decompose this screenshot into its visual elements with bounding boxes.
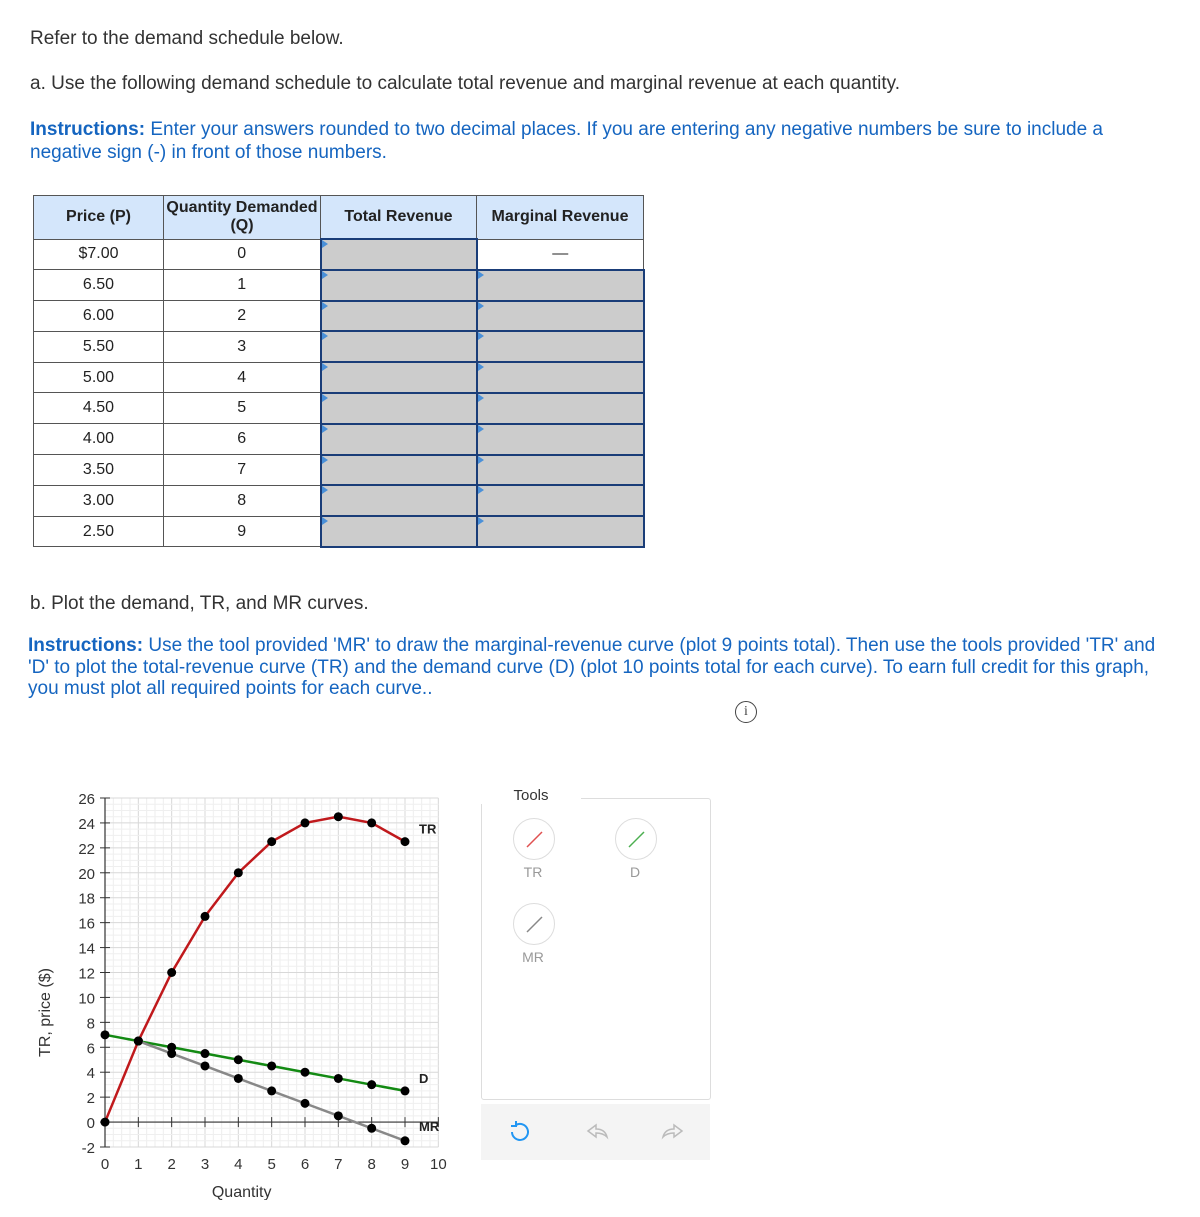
y-tick-label: 6: [86, 1040, 95, 1058]
x-tick-label: 5: [267, 1156, 276, 1173]
info-icon[interactable]: i: [735, 701, 757, 723]
y-tick-label: 4: [86, 1065, 95, 1083]
price-cell: 3.50: [34, 455, 164, 486]
series-mr-point[interactable]: [367, 1124, 376, 1133]
series-tr-point[interactable]: [334, 812, 343, 821]
quantity-cell: 7: [164, 455, 321, 486]
y-tick-label: 10: [78, 990, 95, 1008]
x-tick-label: 10: [429, 1156, 447, 1173]
y-tick-label: 16: [78, 915, 95, 933]
price-cell: $7.00: [34, 239, 164, 270]
header-marginal-revenue: Marginal Revenue: [477, 196, 644, 240]
instructions-text: Use the tool provided 'MR' to draw the marginal-revenue curve (plot 9 points total). Then use the tools provided 'TR' and 'D' to plot the total-revenue curve (TR) and the demand curve (D) (plot 10 points total for each curve). To earn full credit for this graph, you must plot all required points for each curve..: [28, 635, 1156, 699]
y-tick-label: 14: [78, 940, 95, 958]
series-d-point[interactable]: [301, 1068, 310, 1077]
x-axis-label: Quantity: [211, 1184, 272, 1200]
reset-icon[interactable]: [507, 1119, 533, 1145]
table-row: [34, 424, 644, 455]
table-row: [34, 455, 644, 486]
intro-text: Refer to the demand schedule below.: [30, 28, 344, 49]
y-tick-label: 8: [86, 1015, 95, 1033]
line-tool-icon: [514, 819, 554, 859]
table-row: [34, 393, 644, 424]
tool-d-label: D: [629, 864, 641, 880]
y-tick-label: -2: [81, 1140, 95, 1157]
table-row: [34, 516, 644, 547]
table-row: [34, 331, 644, 362]
table-row: [34, 362, 644, 393]
series-mr-point[interactable]: [401, 1136, 410, 1145]
series-tr-point[interactable]: [367, 818, 376, 827]
marginal-revenue-input[interactable]: [477, 331, 644, 362]
series-tr-point[interactable]: [401, 837, 410, 846]
action-bar: [481, 1104, 710, 1160]
series-d-point[interactable]: [334, 1074, 343, 1083]
marginal-revenue-input[interactable]: [477, 270, 644, 301]
series-d-point[interactable]: [101, 1030, 110, 1039]
series-d-point[interactable]: [201, 1049, 210, 1058]
quantity-cell: 5: [164, 393, 321, 424]
series-d-point[interactable]: [267, 1061, 276, 1070]
y-axis-label: TR, price ($): [37, 968, 54, 1057]
total-revenue-input[interactable]: [321, 424, 477, 455]
x-tick-label: 7: [334, 1156, 343, 1173]
price-cell: 5.50: [34, 331, 164, 362]
quantity-cell: 6: [164, 424, 321, 455]
price-cell: 2.50: [34, 516, 164, 547]
total-revenue-input[interactable]: [321, 301, 477, 332]
part-a-question: a. Use the following demand schedule to calculate total revenue and marginal revenue at each quantity.: [30, 73, 900, 94]
x-tick-label: 0: [100, 1156, 110, 1173]
price-cell: 3.00: [34, 485, 164, 516]
x-tick-label: 3: [200, 1156, 210, 1173]
header-price: Price (P): [34, 196, 164, 240]
total-revenue-input[interactable]: [321, 239, 477, 270]
total-revenue-input[interactable]: [321, 270, 477, 301]
part-b-question: b. Plot the demand, TR, and MR curves.: [30, 593, 369, 614]
total-revenue-input[interactable]: [321, 362, 477, 393]
y-tick-label: 12: [78, 965, 95, 983]
series-tr-point[interactable]: [301, 818, 310, 827]
series-mr-point[interactable]: [134, 1037, 143, 1046]
part-a-instructions: [30, 118, 1180, 164]
series-d-point[interactable]: [367, 1080, 376, 1089]
marginal-revenue-cell: —: [477, 239, 644, 270]
instructions-label: Instructions:: [28, 635, 144, 656]
total-revenue-input[interactable]: [321, 331, 477, 362]
series-tr-label: TR: [419, 821, 437, 837]
demand-schedule-table: [33, 195, 645, 548]
series-mr-label: MR: [419, 1118, 440, 1134]
x-tick-label: 9: [400, 1156, 410, 1173]
price-cell: 5.00: [34, 362, 164, 393]
y-tick-label: 26: [78, 791, 95, 808]
instructions-label: Instructions:: [30, 119, 146, 140]
undo-icon[interactable]: [585, 1119, 611, 1145]
price-cell: 4.50: [34, 393, 164, 424]
table-row: [34, 270, 644, 301]
series-mr-point[interactable]: [267, 1086, 276, 1095]
table-header-row: [34, 196, 644, 240]
total-revenue-input[interactable]: [321, 485, 477, 516]
instructions-text: Enter your answers rounded to two decimal places. If you are entering any negative numbers be sure to include a negative sign (-) in front of those numbers.: [30, 119, 1103, 163]
y-tick-label: 18: [78, 890, 95, 908]
tools-title: Tools: [481, 787, 581, 804]
y-tick-label: 22: [78, 840, 95, 858]
series-mr-point[interactable]: [301, 1099, 310, 1108]
x-tick-label: 8: [367, 1156, 376, 1173]
series-tr-point[interactable]: [201, 912, 210, 921]
part-b-instructions: [28, 635, 1178, 700]
header-quantity: Quantity Demanded (Q): [164, 196, 321, 240]
quantity-cell: 0: [164, 239, 321, 270]
tool-tr-button[interactable]: [513, 818, 555, 860]
y-tick-label: 20: [78, 865, 95, 883]
marginal-revenue-input[interactable]: [477, 424, 644, 455]
table-row: [34, 485, 644, 516]
quantity-cell: 3: [164, 331, 321, 362]
marginal-revenue-input[interactable]: [477, 485, 644, 516]
series-d-point[interactable]: [234, 1055, 243, 1064]
price-cell: 6.00: [34, 301, 164, 332]
x-tick-label: 2: [167, 1156, 176, 1173]
marginal-revenue-input[interactable]: [477, 362, 644, 393]
total-revenue-input[interactable]: [321, 455, 477, 486]
price-cell: 6.50: [34, 270, 164, 301]
tool-d-button[interactable]: [615, 818, 657, 860]
tool-mr-button[interactable]: [513, 903, 555, 945]
series-tr-point[interactable]: [101, 1118, 110, 1127]
series-d-label: D: [419, 1070, 429, 1086]
table-row: [34, 239, 644, 270]
series-d-point[interactable]: [401, 1086, 410, 1095]
series-tr-point[interactable]: [234, 868, 243, 877]
marginal-revenue-input[interactable]: [477, 301, 644, 332]
y-tick-label: 24: [78, 815, 95, 833]
y-tick-label: 0: [86, 1115, 95, 1133]
line-tool-icon: [514, 904, 554, 944]
redo-icon[interactable]: [659, 1119, 685, 1145]
quantity-cell: 9: [164, 516, 321, 547]
quantity-cell: 2: [164, 301, 321, 332]
graph-area[interactable]: [0, 760, 480, 1200]
total-revenue-input[interactable]: [321, 516, 477, 547]
total-revenue-input[interactable]: [321, 393, 477, 424]
quantity-cell: 1: [164, 270, 321, 301]
series-mr-point[interactable]: [167, 1049, 176, 1058]
x-tick-label: 1: [134, 1156, 143, 1173]
price-cell: 4.00: [34, 424, 164, 455]
header-total-revenue: Total Revenue: [321, 196, 477, 240]
quantity-cell: 4: [164, 362, 321, 393]
tool-mr-label: MR: [522, 949, 544, 965]
x-tick-label: 4: [234, 1156, 243, 1173]
marginal-revenue-input[interactable]: [477, 516, 644, 547]
table-row: [34, 301, 644, 332]
y-tick-label: 2: [86, 1090, 95, 1108]
series-mr-point[interactable]: [234, 1074, 243, 1083]
series-tr-point[interactable]: [167, 968, 176, 977]
line-tool-icon: [616, 819, 656, 859]
series-mr-point[interactable]: [334, 1111, 343, 1120]
x-tick-label: 6: [300, 1156, 310, 1173]
marginal-revenue-input[interactable]: [477, 393, 644, 424]
quantity-cell: 8: [164, 485, 321, 516]
series-tr-point[interactable]: [267, 837, 276, 846]
tool-tr-label: TR: [523, 864, 543, 880]
series-mr-point[interactable]: [201, 1061, 210, 1070]
marginal-revenue-input[interactable]: [477, 455, 644, 486]
